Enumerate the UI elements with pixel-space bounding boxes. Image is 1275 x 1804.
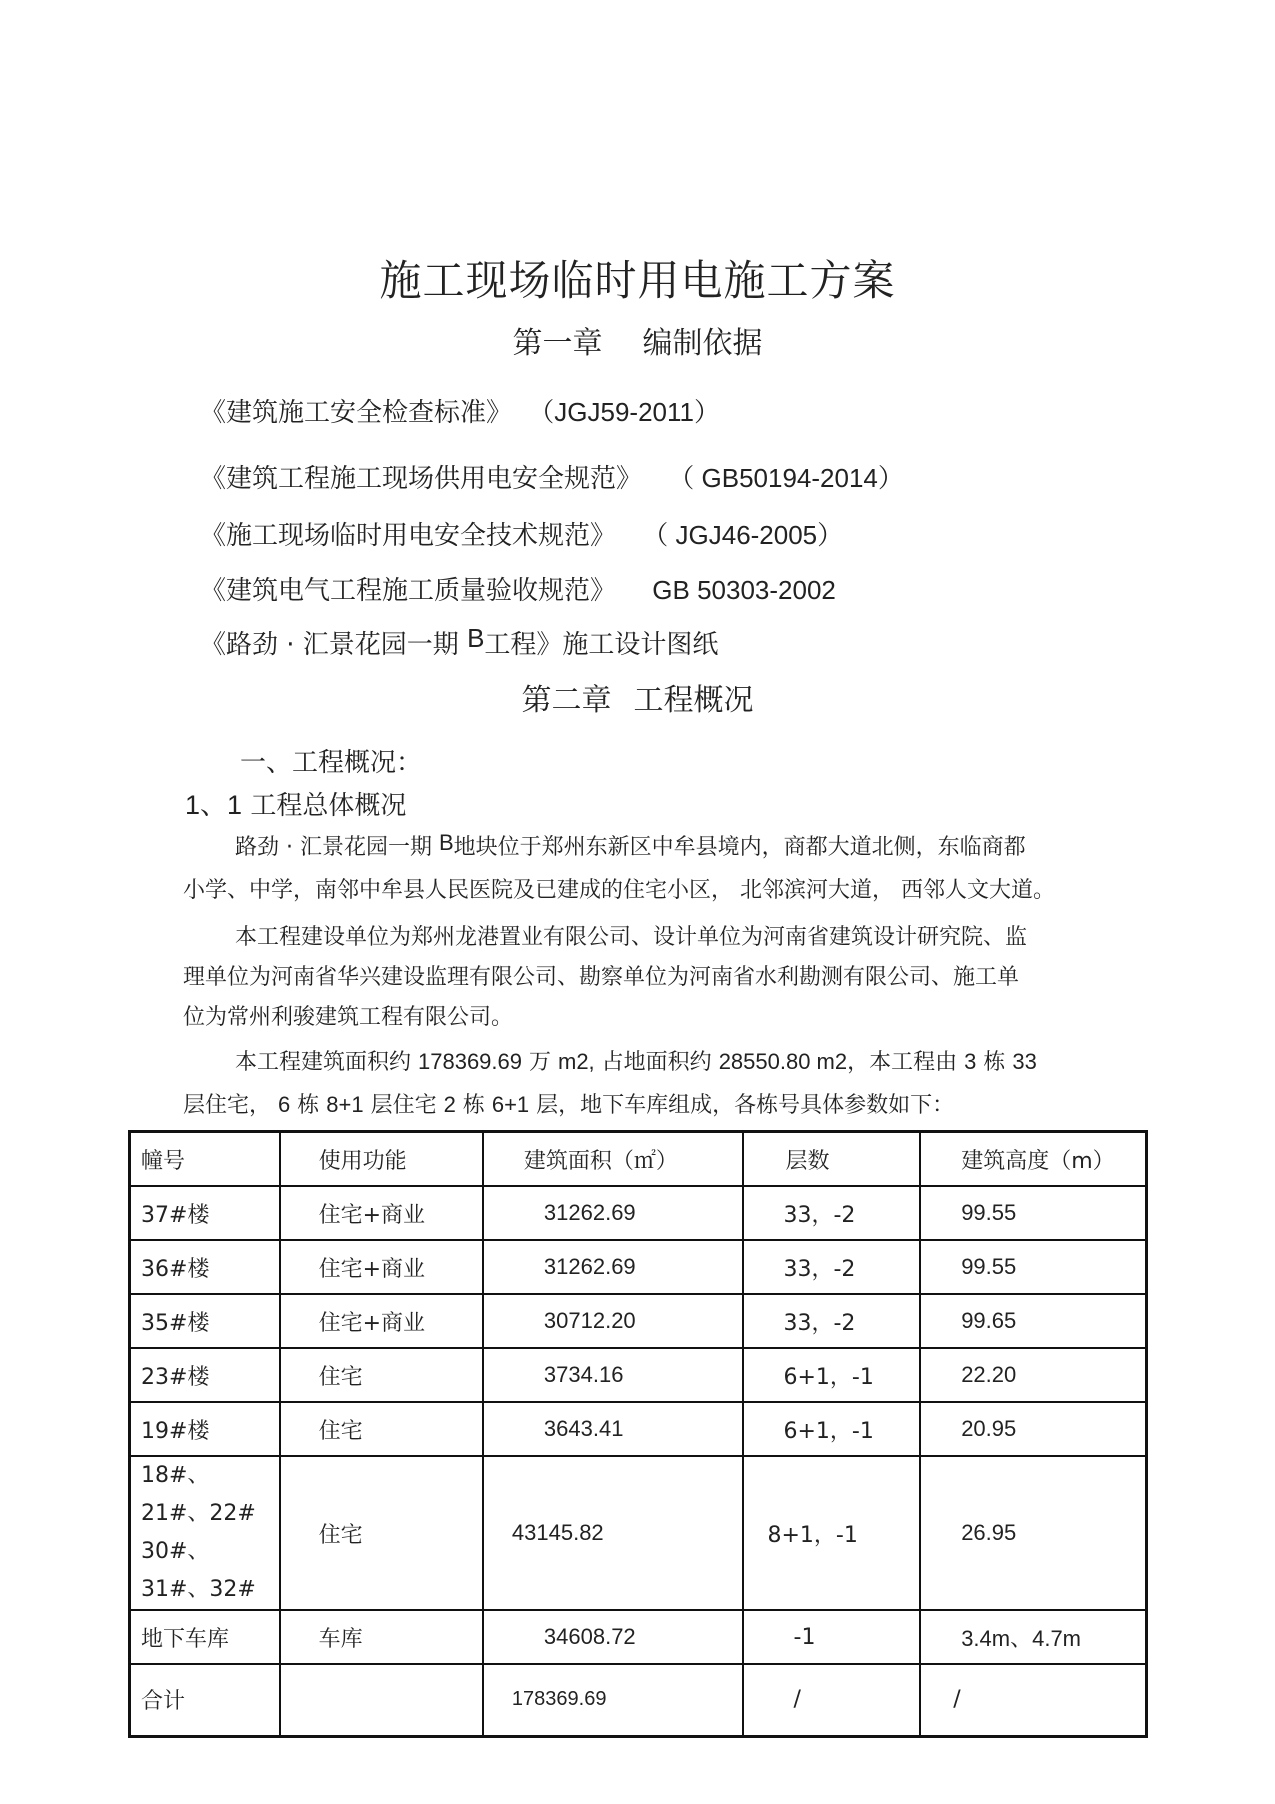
paragraph-2-line-2: 理单位为河南省华兴建设监理有限公司、勘察单位为河南省水利勘测有限公司、施工单 xyxy=(183,965,1020,990)
cell-function: 住宅 xyxy=(280,1348,483,1402)
p1-text-a: 路劲 · 汇景花园一期 xyxy=(235,835,439,860)
header-area: 建筑面积（㎡） xyxy=(483,1132,743,1187)
p1-text-b: B xyxy=(438,830,454,855)
chapter-1-number: 第一章 xyxy=(512,326,603,361)
paragraph-3-line-2 xyxy=(183,1088,954,1119)
header-function: 使用功能 xyxy=(280,1132,483,1187)
p1-text-c: 地块位于郑州东新区中牟县境内，商都大道北侧，东临商都 xyxy=(453,835,1026,860)
cell-building: 37#楼 xyxy=(130,1186,280,1240)
cell-function: 住宅+商业 xyxy=(280,1240,483,1294)
cell-area: 3734.16 xyxy=(483,1348,743,1402)
reference-3-code: （ JGJ46-2005） xyxy=(642,520,844,550)
paragraph-2-line-3: 位为常州利骏建筑工程有限公司。 xyxy=(183,1005,514,1030)
reference-4 xyxy=(200,570,836,607)
reference-1-code: （JGJ59-2011） xyxy=(528,397,720,427)
table-row xyxy=(130,1240,1147,1294)
p3-text-e: 占地面积约 xyxy=(594,1050,719,1075)
reference-2 xyxy=(200,458,904,495)
p3-l2-text-i: 层，地下车库组成，各栋号具体参数如下： xyxy=(529,1093,955,1118)
cell-height: 99.65 xyxy=(920,1294,1146,1348)
p3-count-1: 3 xyxy=(964,1049,977,1074)
cell-floors: 33，-2 xyxy=(743,1294,921,1348)
cell-area: 43145.82 xyxy=(483,1456,743,1610)
table-row xyxy=(130,1348,1147,1402)
cell-function xyxy=(280,1664,483,1736)
building-parameters-table xyxy=(128,1130,1148,1738)
reference-3-title: 《施工现场临时用电安全技术规范》 xyxy=(200,521,617,551)
reference-4-title: 《建筑电气工程施工质量验收规范》 xyxy=(200,576,617,606)
cell-floors: 6+1，-1 xyxy=(743,1402,921,1456)
header-height: 建筑高度（m） xyxy=(920,1132,1146,1187)
cell-area: 178369.69 xyxy=(483,1664,743,1736)
reference-5-code: B xyxy=(467,623,485,653)
cell-height: 20.95 xyxy=(920,1402,1146,1456)
table-row xyxy=(130,1610,1147,1664)
table-header-row xyxy=(130,1132,1147,1187)
cell-floors: -1 xyxy=(743,1610,921,1664)
p3-floors-1: 33 xyxy=(1012,1049,1037,1074)
reference-4-code: GB 50303-2002 xyxy=(652,575,836,605)
header-floors: 层数 xyxy=(743,1132,921,1187)
cell-building: 地下车库 xyxy=(130,1610,280,1664)
chapter-2-number: 第二章 xyxy=(521,683,612,718)
p3-floors-2: 8+1 xyxy=(326,1092,364,1117)
cell-building: 36#楼 xyxy=(130,1240,280,1294)
paragraph-1-line-1 xyxy=(235,830,1026,861)
p3-l2-text-e: 层住宅 xyxy=(363,1093,444,1118)
table-row xyxy=(130,1186,1147,1240)
p3-text-a: 本工程建筑面积约 xyxy=(235,1050,418,1075)
chapter-2-name: 工程概况 xyxy=(633,683,754,718)
cell-building: 35#楼 xyxy=(130,1294,280,1348)
p3-count-2: 6 xyxy=(278,1092,291,1117)
table-row xyxy=(130,1294,1147,1348)
p3-unit: m2, xyxy=(558,1049,595,1074)
cell-building: 19#楼 xyxy=(130,1402,280,1456)
cell-floors: / xyxy=(743,1664,921,1736)
cell-height: 26.95 xyxy=(920,1456,1146,1610)
cell-height: 99.55 xyxy=(920,1186,1146,1240)
cell-building-line-1: 18#、21#、22# xyxy=(141,1463,256,1526)
table-row xyxy=(130,1664,1147,1736)
cell-height: 3.4m、4.7m xyxy=(920,1610,1146,1664)
paragraph-1-line-2: 小学、中学，南邻中牟县人民医院及已建成的住宅小区， 北邻滨河大道， 西邻人文大道。 xyxy=(183,878,1055,903)
cell-function: 住宅 xyxy=(280,1402,483,1456)
p3-floors-3: 6+1 xyxy=(491,1092,530,1117)
chapter-1-name: 编制依据 xyxy=(642,326,763,361)
cell-floors: 33，-2 xyxy=(743,1240,921,1294)
table-row xyxy=(130,1402,1147,1456)
cell-building-line-2: 30#、31#、32# xyxy=(141,1539,256,1602)
cell-area: 34608.72 xyxy=(483,1610,743,1664)
reference-3 xyxy=(200,515,844,552)
cell-building: 合计 xyxy=(130,1664,280,1736)
table-row xyxy=(130,1456,1147,1610)
p3-l2-text-a: 层住宅， xyxy=(183,1093,278,1118)
p3-area-value: 178369.69 xyxy=(418,1049,522,1074)
reference-1 xyxy=(200,392,720,429)
cell-area: 31262.69 xyxy=(483,1240,743,1294)
reference-2-code: （ GB50194-2014） xyxy=(668,463,904,493)
p3-l2-text-c: 栋 xyxy=(290,1093,327,1118)
chapter-2-heading xyxy=(0,675,1275,719)
reference-5-title-b: 工程》施工设计图纸 xyxy=(484,630,719,660)
document-title: 施工现场临时用电施工方案 xyxy=(379,256,896,305)
section-1-1-heading xyxy=(185,783,406,822)
reference-1-title: 《建筑施工安全检查标准》 xyxy=(200,398,513,428)
cell-floors: 33，-2 xyxy=(743,1186,921,1240)
cell-area: 3643.41 xyxy=(483,1402,743,1456)
cell-area: 31262.69 xyxy=(483,1186,743,1240)
cell-height: / xyxy=(920,1664,1146,1736)
p3-text-i: 栋 xyxy=(976,1050,1013,1075)
cell-floors: 8+1，-1 xyxy=(743,1456,921,1610)
reference-2-title: 《建筑工程施工现场供用电安全规范》 xyxy=(200,464,643,494)
header-building-no: 幢号 xyxy=(130,1132,280,1187)
chapter-1-heading xyxy=(0,318,1275,362)
p3-text-g: ，本工程由 xyxy=(847,1050,965,1075)
cell-function: 住宅+商业 xyxy=(280,1294,483,1348)
section-1-1-number: 1、1 xyxy=(185,790,243,820)
cell-function: 车库 xyxy=(280,1610,483,1664)
paragraph-2-line-1: 本工程建设单位为郑州龙港置业有限公司、设计单位为河南省建筑设计研究院、监 xyxy=(235,925,1028,950)
cell-height: 22.20 xyxy=(920,1348,1146,1402)
p3-count-3: 2 xyxy=(443,1092,456,1117)
p3-land-area: 28550.80 m2 xyxy=(718,1049,848,1074)
section-1-1-name: 工程总体概况 xyxy=(250,791,407,821)
section-1-heading: 一、工程概况： xyxy=(240,748,423,778)
paragraph-3-line-1 xyxy=(235,1045,1037,1076)
cell-height: 99.55 xyxy=(920,1240,1146,1294)
p3-l2-text-g: 栋 xyxy=(455,1093,492,1118)
cell-function: 住宅 xyxy=(280,1456,483,1610)
cell-floors: 6+1，-1 xyxy=(743,1348,921,1402)
reference-5-title-a: 《路劲 · 汇景花园一期 xyxy=(200,630,468,660)
cell-building: 23#楼 xyxy=(130,1348,280,1402)
reference-5 xyxy=(200,624,718,661)
cell-area: 30712.20 xyxy=(483,1294,743,1348)
cell-building xyxy=(130,1456,280,1610)
p3-text-c: 万 xyxy=(522,1050,558,1075)
cell-function: 住宅+商业 xyxy=(280,1186,483,1240)
